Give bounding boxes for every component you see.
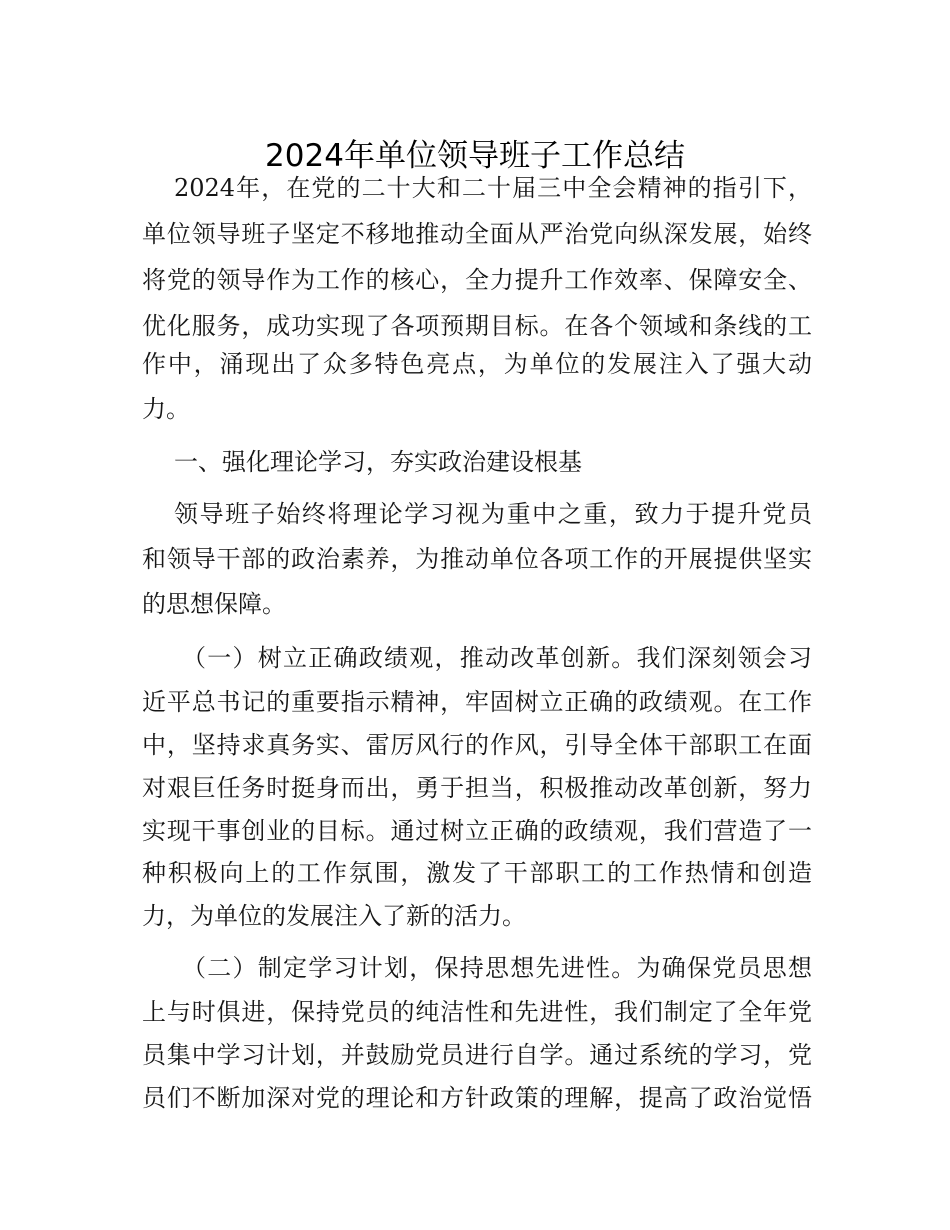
paragraph-line: 领导班子始终将理论学习视为重中之重，致力于提升党员 [174, 500, 812, 528]
paragraph-line: （一）树立正确政绩观，推动改革创新。我们深刻领会习 [182, 644, 812, 672]
paragraph-line: 将党的领导作为工作的核心，全力提升工作效率、保障安全、 [142, 266, 812, 294]
paragraph-line: 中，坚持求真务实、雷厉风行的作风，引导全体干部职工在面 [142, 731, 812, 759]
paragraph-line: 员集中学习计划，并鼓励党员进行自学。通过系统的学习，党 [142, 1041, 812, 1069]
paragraph-line: 的思想保障。 [142, 590, 286, 618]
paragraph-line: 上与时俱进，保持党员的纯洁性和先进性，我们制定了全年党 [142, 998, 812, 1026]
paragraph-line: 力，为单位的发展注入了新的活力。 [142, 902, 526, 930]
paragraph-line: 实现干事创业的目标。通过树立正确的政绩观，我们营造了一 [142, 817, 812, 845]
paragraph-line: 优化服务，成功实现了各项预期目标。在各个领域和条线的工 [142, 312, 812, 340]
paragraph-line: 2024年，在党的二十大和二十届三中全会精神的指引下， [174, 174, 812, 202]
paragraph-line: 力。 [142, 395, 190, 423]
paragraph-line: 单位领导班子坚定不移地推动全面从严治党向纵深发展，始终 [142, 220, 812, 248]
paragraph-line: 对艰巨任务时挺身而出，勇于担当，积极推动改革创新，努力 [142, 774, 812, 802]
paragraph-line: 近平总书记的重要指示精神，牢固树立正确的政绩观。在工作 [142, 688, 812, 716]
paragraph-line: （二）制定学习计划，保持思想先进性。为确保党员思想 [182, 954, 812, 982]
paragraph-line: 和领导干部的政治素养，为推动单位各项工作的开展提供坚实 [142, 545, 812, 573]
paragraph-line: 种积极向上的工作氛围，激发了干部职工的工作热情和创造 [142, 859, 812, 887]
paragraph-line: 员们不断加深对党的理论和方针政策的理解，提高了政治觉悟 [142, 1084, 812, 1112]
section-heading: 一、强化理论学习，夯实政治建设根基 [174, 448, 582, 476]
paragraph-line: 作中，涌现出了众多特色亮点，为单位的发展注入了强大动 [142, 350, 812, 378]
document-title: 2024年单位领导班子工作总结 [265, 137, 685, 174]
